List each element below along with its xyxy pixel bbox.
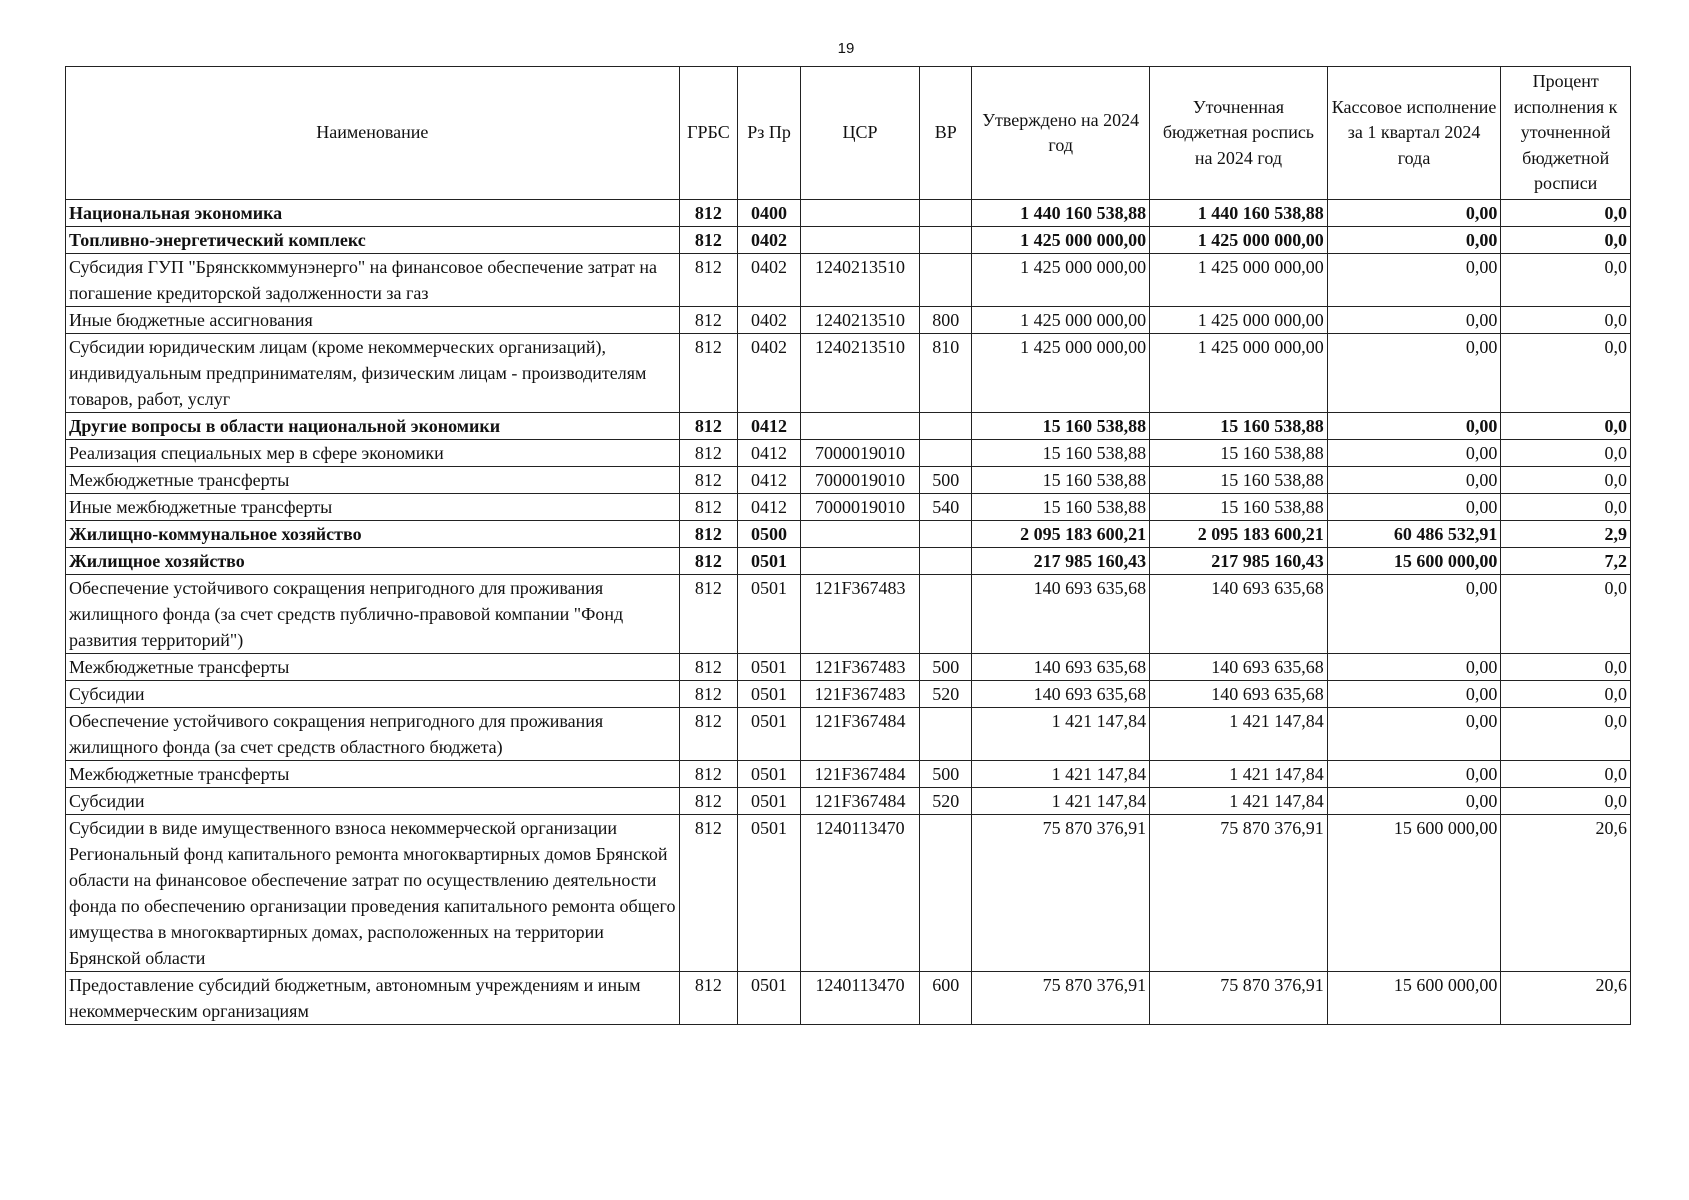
table-row <box>66 440 1631 467</box>
cell-percent: 2,9 <box>1501 521 1631 548</box>
cell-name: Межбюджетные трансферты <box>66 761 680 788</box>
cell-percent: 0,0 <box>1501 413 1631 440</box>
cell-refined: 1 421 147,84 <box>1150 708 1328 761</box>
cell-name: Межбюджетные трансферты <box>66 467 680 494</box>
cell-grbs: 812 <box>679 467 738 494</box>
cell-cash: 0,00 <box>1327 708 1501 761</box>
cell-rzpr: 0500 <box>738 521 801 548</box>
cell-vr <box>920 575 972 654</box>
cell-csr: 121F367483 <box>800 681 919 708</box>
cell-vr <box>920 413 972 440</box>
cell-cash: 60 486 532,91 <box>1327 521 1501 548</box>
cell-csr <box>800 200 919 227</box>
table-row <box>66 681 1631 708</box>
cell-csr <box>800 521 919 548</box>
cell-refined: 140 693 635,68 <box>1150 654 1328 681</box>
cell-vr <box>920 548 972 575</box>
cell-grbs: 812 <box>679 575 738 654</box>
cell-vr: 500 <box>920 467 972 494</box>
cell-grbs: 812 <box>679 681 738 708</box>
cell-cash: 15 600 000,00 <box>1327 548 1501 575</box>
cell-grbs: 812 <box>679 761 738 788</box>
cell-grbs: 812 <box>679 815 738 972</box>
cell-percent: 0,0 <box>1501 254 1631 307</box>
header-approved: Утверждено на 2024 год <box>972 67 1150 200</box>
cell-rzpr: 0412 <box>738 413 801 440</box>
cell-percent: 0,0 <box>1501 494 1631 521</box>
cell-rzpr: 0501 <box>738 681 801 708</box>
cell-name: Субсидии юридическим лицам (кроме некоммерческих организаций), индивидуальным предпринимателям, физическим лицам - производителям товаров, работ, услуг <box>66 334 680 413</box>
cell-cash: 15 600 000,00 <box>1327 972 1501 1025</box>
table-row <box>66 254 1631 307</box>
cell-vr <box>920 521 972 548</box>
header-rzpr: Рз Пр <box>738 67 801 200</box>
cell-csr: 1240113470 <box>800 972 919 1025</box>
header-percent: Процент исполнения к уточненной бюджетной росписи <box>1501 67 1631 200</box>
cell-percent: 20,6 <box>1501 815 1631 972</box>
cell-approved: 15 160 538,88 <box>972 413 1150 440</box>
cell-cash: 0,00 <box>1327 788 1501 815</box>
table-header-row <box>66 67 1631 200</box>
cell-cash: 0,00 <box>1327 307 1501 334</box>
cell-cash: 0,00 <box>1327 413 1501 440</box>
cell-vr <box>920 200 972 227</box>
cell-rzpr: 0412 <box>738 467 801 494</box>
cell-approved: 1 425 000 000,00 <box>972 307 1150 334</box>
cell-approved: 1 421 147,84 <box>972 761 1150 788</box>
table-row <box>66 788 1631 815</box>
cell-approved: 75 870 376,91 <box>972 972 1150 1025</box>
table-row <box>66 334 1631 413</box>
cell-grbs: 812 <box>679 227 738 254</box>
header-refined: Уточненная бюджетная роспись на 2024 год <box>1150 67 1328 200</box>
cell-grbs: 812 <box>679 440 738 467</box>
cell-approved: 1 440 160 538,88 <box>972 200 1150 227</box>
cell-grbs: 812 <box>679 254 738 307</box>
cell-cash: 0,00 <box>1327 467 1501 494</box>
cell-refined: 1 425 000 000,00 <box>1150 307 1328 334</box>
cell-name: Реализация специальных мер в сфере экономики <box>66 440 680 467</box>
cell-refined: 1 425 000 000,00 <box>1150 227 1328 254</box>
cell-refined: 1 425 000 000,00 <box>1150 254 1328 307</box>
cell-rzpr: 0501 <box>738 972 801 1025</box>
page-number: 19 <box>837 40 855 57</box>
cell-csr <box>800 548 919 575</box>
cell-percent: 7,2 <box>1501 548 1631 575</box>
table-row <box>66 521 1631 548</box>
cell-vr <box>920 254 972 307</box>
cell-rzpr: 0412 <box>738 494 801 521</box>
cell-refined: 15 160 538,88 <box>1150 467 1328 494</box>
cell-vr <box>920 708 972 761</box>
cell-grbs: 812 <box>679 972 738 1025</box>
table-row <box>66 200 1631 227</box>
table-body <box>66 200 1631 1025</box>
cell-refined: 140 693 635,68 <box>1150 681 1328 708</box>
cell-rzpr: 0501 <box>738 575 801 654</box>
table-row <box>66 972 1631 1025</box>
cell-csr: 121F367484 <box>800 761 919 788</box>
table-row <box>66 708 1631 761</box>
cell-approved: 217 985 160,43 <box>972 548 1150 575</box>
cell-approved: 1 425 000 000,00 <box>972 334 1150 413</box>
cell-grbs: 812 <box>679 307 738 334</box>
cell-cash: 0,00 <box>1327 227 1501 254</box>
cell-refined: 1 421 147,84 <box>1150 788 1328 815</box>
cell-vr: 540 <box>920 494 972 521</box>
cell-name: Субсидии в виде имущественного взноса некоммерческой организации Региональный фонд капитального ремонта многоквартирных домов Брянской области на финансовое обеспечение затрат по осуществлению деятельности фонда по обеспечению организации проведения капитального ремонта общего имущества в многоквартирных домах, расположенных на территории Брянской области <box>66 815 680 972</box>
cell-rzpr: 0402 <box>738 227 801 254</box>
cell-csr: 7000019010 <box>800 440 919 467</box>
cell-cash: 0,00 <box>1327 334 1501 413</box>
cell-rzpr: 0501 <box>738 708 801 761</box>
cell-rzpr: 0402 <box>738 334 801 413</box>
cell-approved: 15 160 538,88 <box>972 467 1150 494</box>
table-row <box>66 467 1631 494</box>
cell-csr: 121F367484 <box>800 708 919 761</box>
cell-approved: 1 425 000 000,00 <box>972 227 1150 254</box>
cell-csr: 1240213510 <box>800 334 919 413</box>
cell-cash: 0,00 <box>1327 440 1501 467</box>
cell-approved: 140 693 635,68 <box>972 654 1150 681</box>
cell-rzpr: 0501 <box>738 654 801 681</box>
cell-refined: 15 160 538,88 <box>1150 494 1328 521</box>
cell-percent: 0,0 <box>1501 467 1631 494</box>
cell-rzpr: 0501 <box>738 788 801 815</box>
cell-csr <box>800 413 919 440</box>
table-row <box>66 815 1631 972</box>
cell-refined: 140 693 635,68 <box>1150 575 1328 654</box>
cell-rzpr: 0501 <box>738 548 801 575</box>
cell-refined: 75 870 376,91 <box>1150 815 1328 972</box>
cell-percent: 0,0 <box>1501 307 1631 334</box>
cell-rzpr: 0501 <box>738 761 801 788</box>
cell-refined: 1 421 147,84 <box>1150 761 1328 788</box>
header-vr: ВР <box>920 67 972 200</box>
table-row <box>66 494 1631 521</box>
cell-name: Обеспечение устойчивого сокращения непригодного для проживания жилищного фонда (за счет средств областного бюджета) <box>66 708 680 761</box>
cell-percent: 0,0 <box>1501 575 1631 654</box>
cell-percent: 0,0 <box>1501 788 1631 815</box>
cell-cash: 0,00 <box>1327 200 1501 227</box>
cell-cash: 0,00 <box>1327 761 1501 788</box>
cell-name: Межбюджетные трансферты <box>66 654 680 681</box>
cell-approved: 140 693 635,68 <box>972 575 1150 654</box>
cell-grbs: 812 <box>679 788 738 815</box>
cell-grbs: 812 <box>679 413 738 440</box>
cell-rzpr: 0402 <box>738 307 801 334</box>
cell-vr: 520 <box>920 788 972 815</box>
cell-name: Топливно-энергетический комплекс <box>66 227 680 254</box>
cell-name: Жилищно-коммунальное хозяйство <box>66 521 680 548</box>
cell-cash: 0,00 <box>1327 654 1501 681</box>
cell-grbs: 812 <box>679 548 738 575</box>
cell-vr <box>920 815 972 972</box>
cell-csr: 7000019010 <box>800 494 919 521</box>
header-cash: Кассовое исполнение за 1 квартал 2024 года <box>1327 67 1501 200</box>
cell-percent: 0,0 <box>1501 681 1631 708</box>
cell-vr: 500 <box>920 761 972 788</box>
cell-csr: 121F367484 <box>800 788 919 815</box>
cell-name: Субсидия ГУП "Брянсккоммунэнерго" на финансовое обеспечение затрат на погашение кредиторской задолженности за газ <box>66 254 680 307</box>
cell-refined: 217 985 160,43 <box>1150 548 1328 575</box>
header-name: Наименование <box>66 67 680 200</box>
table-row <box>66 413 1631 440</box>
cell-grbs: 812 <box>679 521 738 548</box>
cell-rzpr: 0501 <box>738 815 801 972</box>
cell-percent: 0,0 <box>1501 761 1631 788</box>
table-row <box>66 761 1631 788</box>
cell-cash: 0,00 <box>1327 681 1501 708</box>
budget-table <box>65 66 1631 1025</box>
table-row <box>66 548 1631 575</box>
cell-csr: 1240213510 <box>800 254 919 307</box>
cell-percent: 0,0 <box>1501 334 1631 413</box>
cell-vr <box>920 227 972 254</box>
header-csr: ЦСР <box>800 67 919 200</box>
cell-grbs: 812 <box>679 708 738 761</box>
cell-percent: 0,0 <box>1501 227 1631 254</box>
cell-grbs: 812 <box>679 494 738 521</box>
cell-percent: 0,0 <box>1501 708 1631 761</box>
cell-refined: 1 425 000 000,00 <box>1150 334 1328 413</box>
cell-approved: 75 870 376,91 <box>972 815 1150 972</box>
cell-cash: 0,00 <box>1327 494 1501 521</box>
cell-name: Субсидии <box>66 681 680 708</box>
cell-refined: 15 160 538,88 <box>1150 413 1328 440</box>
cell-name: Национальная экономика <box>66 200 680 227</box>
cell-csr: 121F367483 <box>800 654 919 681</box>
cell-name: Иные межбюджетные трансферты <box>66 494 680 521</box>
cell-rzpr: 0402 <box>738 254 801 307</box>
cell-grbs: 812 <box>679 334 738 413</box>
cell-rzpr: 0400 <box>738 200 801 227</box>
table-row <box>66 575 1631 654</box>
cell-grbs: 812 <box>679 654 738 681</box>
cell-csr: 1240213510 <box>800 307 919 334</box>
cell-vr: 810 <box>920 334 972 413</box>
cell-grbs: 812 <box>679 200 738 227</box>
cell-refined: 1 440 160 538,88 <box>1150 200 1328 227</box>
cell-cash: 15 600 000,00 <box>1327 815 1501 972</box>
cell-refined: 75 870 376,91 <box>1150 972 1328 1025</box>
cell-name: Другие вопросы в области национальной экономики <box>66 413 680 440</box>
cell-name: Предоставление субсидий бюджетным, автономным учреждениям и иным некоммерческим организациям <box>66 972 680 1025</box>
cell-csr: 7000019010 <box>800 467 919 494</box>
cell-cash: 0,00 <box>1327 254 1501 307</box>
table-row <box>66 307 1631 334</box>
cell-approved: 2 095 183 600,21 <box>972 521 1150 548</box>
cell-approved: 140 693 635,68 <box>972 681 1150 708</box>
cell-approved: 1 421 147,84 <box>972 708 1150 761</box>
cell-approved: 15 160 538,88 <box>972 440 1150 467</box>
cell-percent: 0,0 <box>1501 440 1631 467</box>
cell-vr: 500 <box>920 654 972 681</box>
cell-name: Жилищное хозяйство <box>66 548 680 575</box>
cell-vr: 520 <box>920 681 972 708</box>
cell-vr <box>920 440 972 467</box>
cell-csr: 1240113470 <box>800 815 919 972</box>
cell-refined: 15 160 538,88 <box>1150 440 1328 467</box>
cell-vr: 600 <box>920 972 972 1025</box>
cell-cash: 0,00 <box>1327 575 1501 654</box>
header-grbs: ГРБС <box>679 67 738 200</box>
table-row <box>66 227 1631 254</box>
cell-csr: 121F367483 <box>800 575 919 654</box>
cell-name: Обеспечение устойчивого сокращения непригодного для проживания жилищного фонда (за счет средств публично-правовой компании "Фонд развития территорий") <box>66 575 680 654</box>
cell-vr: 800 <box>920 307 972 334</box>
cell-approved: 15 160 538,88 <box>972 494 1150 521</box>
cell-csr <box>800 227 919 254</box>
cell-rzpr: 0412 <box>738 440 801 467</box>
cell-percent: 0,0 <box>1501 200 1631 227</box>
table-row <box>66 654 1631 681</box>
cell-percent: 20,6 <box>1501 972 1631 1025</box>
cell-percent: 0,0 <box>1501 654 1631 681</box>
cell-name: Иные бюджетные ассигнования <box>66 307 680 334</box>
cell-approved: 1 425 000 000,00 <box>972 254 1150 307</box>
cell-name: Субсидии <box>66 788 680 815</box>
cell-approved: 1 421 147,84 <box>972 788 1150 815</box>
cell-refined: 2 095 183 600,21 <box>1150 521 1328 548</box>
